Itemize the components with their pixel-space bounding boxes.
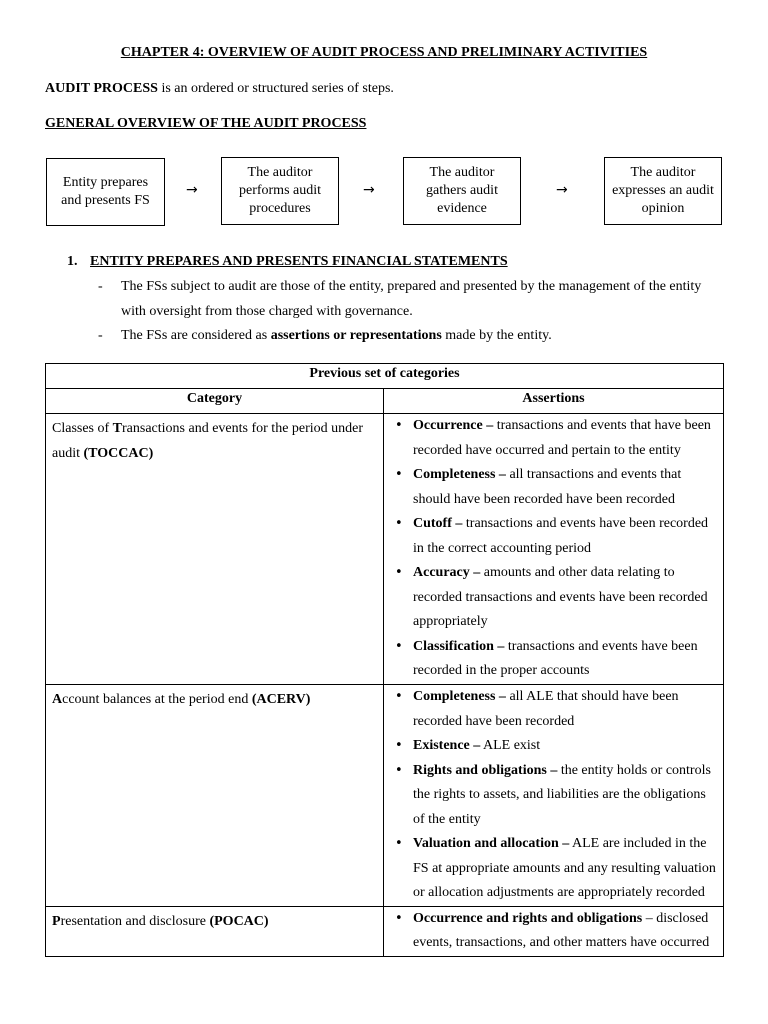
bullet-icon: • [395, 467, 403, 482]
arrow-right-icon: → [186, 182, 198, 198]
dash-marker: - [98, 279, 103, 294]
column-header-category: Category [46, 389, 384, 414]
category-text: ransactions and events for the period under audit [52, 421, 364, 461]
flow-step-label: The auditor expresses an audit opinion [612, 165, 714, 216]
assertion-name: Rights and obligations – [413, 762, 558, 778]
bullet-text-post: made by the entity. [441, 328, 552, 343]
section-1-bullet [98, 275, 723, 324]
category-cell [46, 906, 384, 956]
category-text: resentation and disclosure [60, 913, 210, 929]
assertion-desc: ALE exist [480, 738, 541, 753]
category-code: (ACERV) [251, 692, 311, 707]
assertion-name: Completeness – [413, 689, 506, 704]
assertion-desc: transactions and events that have been recorded have occurred and pertain to the entity [413, 418, 711, 458]
list-item [390, 561, 717, 635]
category-text: ccount balances at the period end [62, 692, 252, 707]
assertion-desc: transactions and events have been recorded in the proper accounts [413, 638, 698, 678]
assertions-cell [384, 685, 724, 907]
category-text: Classes of [52, 421, 113, 436]
bullet-icon: • [395, 418, 403, 433]
bullet-text-pre: The FSs are considered as [121, 328, 271, 343]
bullet-icon: • [395, 910, 403, 926]
arrow-right-icon: → [556, 182, 568, 198]
flow-step-entity-prepares [46, 158, 165, 226]
bullet-icon: • [395, 738, 403, 753]
assertion-name: Accuracy – [413, 565, 481, 580]
list-item [390, 907, 717, 956]
list-item [390, 759, 717, 833]
list-item [390, 463, 717, 512]
bullet-icon: • [395, 762, 403, 778]
section-1-heading [67, 254, 508, 270]
assertion-name: Existence – [413, 738, 481, 753]
category-code: (TOCCAC) [83, 446, 154, 461]
flow-step-label: Entity prepares and presents FS [61, 175, 150, 208]
table-row [46, 685, 724, 907]
bullet-icon: • [395, 638, 403, 654]
flow-step-label: The auditor gathers audit evidence [426, 165, 498, 216]
bullet-icon: • [395, 516, 403, 531]
assertions-table [45, 363, 724, 957]
assertion-desc: all transactions and events that should have been recorded have been recorded [413, 467, 682, 507]
intro-definition: is an ordered or structured series of steps. [157, 81, 394, 96]
section-title: ENTITY PREPARES AND PRESENTS FINANCIAL STATEMENTS [90, 254, 508, 269]
arrow-right-icon: → [363, 182, 375, 198]
flow-step-label: The auditor performs audit procedures [238, 165, 322, 216]
table-row [46, 906, 724, 956]
table-title: Previous set of categories [46, 364, 724, 389]
category-initial: T [112, 421, 123, 436]
bullet-text [121, 324, 723, 349]
column-header-assertions: Assertions [384, 389, 724, 414]
list-item [390, 414, 717, 463]
assertions-cell [384, 414, 724, 685]
bullet-icon: • [395, 689, 403, 704]
assertion-name: Cutoff – [413, 516, 463, 531]
dash-marker: - [98, 328, 103, 343]
chapter-title: CHAPTER 4: OVERVIEW OF AUDIT PROCESS AND PRELIMINARY ACTIVITIES [120, 45, 648, 60]
assertion-name: Classification – [413, 638, 505, 654]
list-item [390, 734, 717, 759]
list-item [390, 635, 717, 684]
section-1-bullet [98, 324, 723, 349]
assertion-desc: amounts and other data relating to recorded transactions and events have been recorded appropriately [413, 565, 708, 629]
category-code: (POCAC) [209, 913, 269, 929]
bullet-icon: • [395, 565, 403, 580]
bullet-icon: • [395, 836, 403, 851]
section-number: 1. [67, 254, 78, 269]
overview-heading: GENERAL OVERVIEW OF THE AUDIT PROCESS [45, 116, 367, 131]
assertion-desc: all ALE that should have been recorded have been recorded [413, 689, 679, 729]
flow-step-performs-procedures [221, 157, 339, 225]
table-row [46, 414, 724, 685]
intro-term: AUDIT PROCESS [45, 81, 158, 96]
flow-step-gathers-evidence [403, 157, 521, 225]
category-initial: A [52, 692, 63, 707]
list-item [390, 832, 717, 906]
assertions-cell [384, 906, 724, 956]
category-initial: P [52, 913, 61, 929]
bullet-text: The FSs subject to audit are those of the entity, prepared and presented by the management of the entity with oversight from those charged with governance. [121, 279, 702, 319]
table-header-row [46, 389, 724, 414]
category-cell [46, 414, 384, 685]
table-title-row [46, 364, 724, 389]
assertion-desc: – disclosed events, transactions, and other matters have occurred [413, 910, 710, 950]
assertion-name: Valuation and allocation – [413, 836, 570, 851]
assertion-desc: the entity holds or controls the rights to assets, and liabilities are the obligations of the entity [413, 762, 711, 827]
bullet-text-bold: assertions or representations [270, 328, 442, 343]
assertion-desc: ALE are included in the FS at appropriate amounts and any resulting valuation or allocation adjustments are appropriately recorded [413, 836, 716, 900]
flow-step-expresses-opinion [604, 157, 722, 225]
assertion-name: Occurrence – [413, 418, 494, 433]
assertion-name: Occurrence and rights and obligations [413, 910, 643, 926]
category-cell [46, 685, 384, 907]
assertion-desc: transactions and events have been recorded in the correct accounting period [413, 516, 709, 556]
list-item [390, 685, 717, 734]
intro-paragraph [45, 81, 394, 97]
assertion-name: Completeness – [413, 467, 506, 482]
list-item [390, 512, 717, 561]
